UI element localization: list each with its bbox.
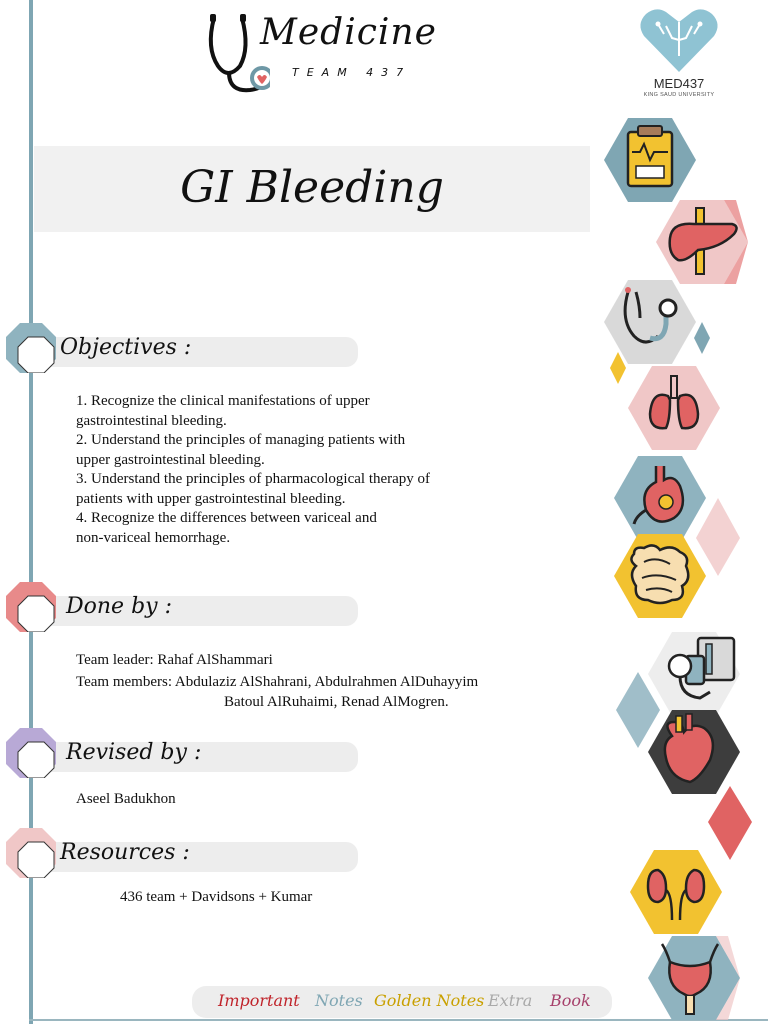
color-legend <box>192 986 612 1018</box>
university-text: KING SAUD UNIVERSITY <box>643 92 715 98</box>
objective-line: 1. Recognize the clinical manifestations of upper <box>76 393 370 409</box>
legend-book: Book <box>550 991 591 1010</box>
resources-text: 436 team + Davidsons + Kumar <box>120 889 313 905</box>
stethoscope-icon <box>604 280 696 364</box>
liver-icon <box>656 200 748 284</box>
title-banner <box>34 146 590 232</box>
heart-icon <box>648 710 740 794</box>
resources-header <box>6 828 358 892</box>
legend-golden-notes: Golden Notes <box>374 991 485 1010</box>
bladder-icon <box>648 936 740 1020</box>
objective-line: 3. Understand the principles of pharmacological therapy of <box>76 471 431 487</box>
logo-title: Medicine <box>260 12 437 53</box>
team-leader: Team leader: Rahaf AlShammari <box>76 652 273 668</box>
objectives-heading: Objectives : <box>60 335 192 360</box>
objectives-list <box>76 392 430 548</box>
organ-icons-column <box>600 110 768 1024</box>
team-members-continued: Batoul AlRuhaimi, Renad AlMogren. <box>224 694 449 710</box>
medicine-team-logo <box>200 8 437 102</box>
blood-pressure-icon <box>648 632 740 716</box>
legend-notes: Notes <box>315 991 363 1010</box>
team-members: Team members: Abdulaziz AlShahrani, Abdulrahmen AlDuhayyim <box>76 674 479 690</box>
objective-line: non-variceal hemorrhage. <box>76 529 231 546</box>
objective-line: patients with upper gastrointestinal bleeding. <box>76 490 346 507</box>
octagon-icon <box>6 582 56 632</box>
done-by-heading: Done by : <box>66 594 172 619</box>
octagon-icon <box>6 728 56 778</box>
done-by-header <box>6 582 358 646</box>
page-title: GI Bleeding <box>180 162 444 213</box>
objective-line: 2. Understand the principles of managing patients with <box>76 432 406 448</box>
legend-important: Important <box>218 991 300 1010</box>
revised-by-header <box>6 728 358 792</box>
med437-text: MED437 <box>653 76 705 91</box>
revised-by-heading: Revised by : <box>66 740 202 765</box>
stomach-icon <box>614 456 706 540</box>
resources-heading: Resources : <box>60 840 190 865</box>
intestines-icon <box>614 534 706 618</box>
octagon-icon <box>6 828 56 878</box>
heart-logo-icon <box>634 6 724 76</box>
legend-extra: Extra <box>488 991 533 1010</box>
reviser-name: Aseel Badukhon <box>76 791 176 807</box>
lungs-icon <box>628 366 720 450</box>
objective-line: upper gastrointestinal bleeding. <box>76 451 265 468</box>
logo-subtitle: TEAM 437 <box>292 66 412 79</box>
med437-logo <box>634 6 724 102</box>
clipboard-icon <box>604 118 696 202</box>
octagon-icon <box>6 323 56 373</box>
kidneys-icon <box>630 850 722 934</box>
objective-line: 4. Recognize the differences between variceal and <box>76 510 377 526</box>
objective-line: gastrointestinal bleeding. <box>76 412 227 429</box>
objectives-header <box>6 323 358 387</box>
